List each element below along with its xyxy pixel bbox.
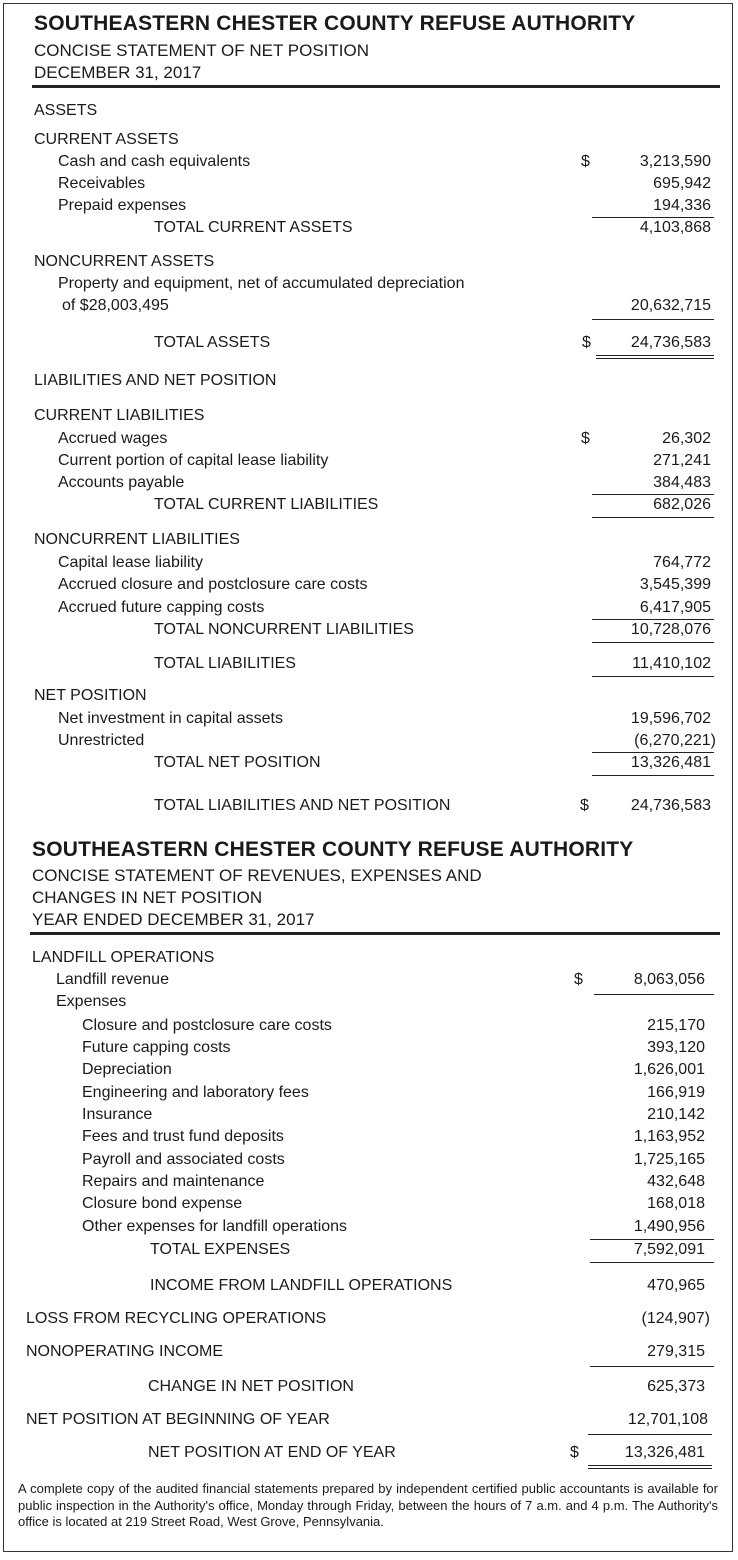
currency-sign: $ [581,153,590,170]
total-row [4,1343,732,1365]
expense-row [4,1106,732,1128]
expense-label: Closure bond expense [82,1195,243,1212]
expense-label: Engineering and laboratory fees [82,1084,309,1101]
line-label: Landfill revenue [56,971,169,988]
line-value: 6,417,905 [639,599,711,616]
total-label: TOTAL CURRENT ASSETS [154,219,353,236]
line-value: 20,632,715 [630,297,711,314]
total-value: 13,326,481 [624,1444,705,1461]
expense-value: 210,142 [647,1106,705,1123]
total-row [4,1444,732,1466]
total-row [4,621,732,643]
statement2-subtitle: CONCISE STATEMENT OF REVENUES, EXPENSES AND [32,866,482,885]
section-heading [4,993,732,1015]
subtotal-rule [592,217,714,218]
noncurrent-liabilities-heading: NONCURRENT LIABILITIES [34,531,240,548]
line-value: (6,270,221) [634,732,716,749]
expense-label: Depreciation [82,1061,172,1078]
net-position-heading: NET POSITION [34,687,147,704]
expense-value: 1,490,956 [633,1218,705,1235]
statement2-subtitle: CHANGES IN NET POSITION [32,888,263,907]
total-value: 11,410,102 [632,655,711,672]
line-value: 19,596,702 [630,710,711,727]
statement-page [3,3,733,1552]
subtotal-rule [592,494,714,495]
expense-label: Other expenses for landfill operations [82,1218,348,1235]
line-label: Accounts payable [58,474,185,491]
subtotal-rule [588,1434,712,1435]
line-item [4,710,732,732]
expense-value: 215,170 [647,1017,705,1034]
section-heading [4,531,732,553]
expense-label: Future capping costs [82,1039,231,1056]
section-heading [4,372,732,394]
expense-row [4,1061,732,1083]
expense-value: 1,163,952 [633,1128,705,1145]
total-row [4,1277,732,1299]
subtotal-rule [590,1239,714,1240]
footer-note: A complete copy of the audited financial statements prepared by independent certified public accountants is available for public inspection in the Authority's office, Monday through Friday, between the hours of 7 a.m. and 4 p.m. The Authority's office is located at 219 Street Road, West Grove, Pennsylvania. [18,1481,718,1529]
total-value: 625,373 [647,1378,705,1395]
total-value: 13,326,481 [630,754,711,771]
expense-label: Repairs and maintenance [82,1173,265,1190]
expense-row [4,1173,732,1195]
total-value: 24,736,583 [630,334,711,351]
total-value: (124,907) [641,1310,710,1327]
line-value: 194,336 [653,197,711,214]
line-label: Prepaid expenses [58,197,187,214]
line-item [4,297,732,319]
expense-row [4,1195,732,1217]
total-value: 10,728,076 [630,621,711,638]
line-label: of $28,003,495 [62,297,169,314]
expense-value: 432,648 [647,1173,705,1190]
total-row [4,1241,732,1263]
expense-row [4,1128,732,1150]
line-label: Accrued future capping costs [58,599,265,616]
line-item [4,153,732,175]
current-liabilities-heading: CURRENT LIABILITIES [34,407,205,424]
line-value: 695,942 [653,175,711,192]
total-label: LOSS FROM RECYCLING OPERATIONS [26,1310,327,1327]
line-label: Capital lease liability [58,554,203,571]
total-row [4,1310,732,1332]
total-value: 279,315 [647,1343,705,1360]
expense-value: 393,120 [647,1039,705,1056]
total-label: TOTAL LIABILITIES [154,655,296,672]
subtotal-rule [592,619,714,620]
subtotal-rule [592,319,714,320]
line-item [4,576,732,598]
section-heading [4,131,732,153]
total-row [4,754,732,776]
total-label: TOTAL CURRENT LIABILITIES [154,496,379,513]
line-label: Accrued closure and postclosure care costs [58,576,368,593]
expense-value: 168,018 [647,1195,705,1212]
currency-sign: $ [582,334,591,351]
subtotal-rule [592,752,714,753]
total-value: 4,103,868 [639,219,711,236]
line-item [4,599,732,621]
section-heading [4,407,732,429]
total-label: TOTAL EXPENSES [150,1241,291,1258]
line-value: 3,545,399 [639,576,711,593]
line-label: Net investment in capital assets [58,710,283,727]
section-heading [4,949,732,971]
statement1-title: SOUTHEASTERN CHESTER COUNTY REFUSE AUTHORITY [34,12,636,35]
line-item [4,732,732,754]
currency-sign: $ [570,1444,579,1461]
total-row [4,334,732,356]
expense-row [4,1017,732,1039]
line-item [4,430,732,452]
landfill-heading: LANDFILL OPERATIONS [32,949,215,966]
line-item [4,275,732,297]
line-item [4,554,732,576]
line-value: 26,302 [662,430,711,447]
currency-sign: $ [581,430,590,447]
total-value: 24,736,583 [630,797,711,814]
double-underline [596,355,714,359]
double-underline [588,1465,712,1469]
subtotal-rule [592,517,714,518]
expense-value: 1,626,001 [633,1061,705,1078]
total-label: CHANGE IN NET POSITION [148,1378,354,1395]
line-value: 384,483 [653,474,711,491]
expense-row [4,1218,732,1240]
liabilities-heading: LIABILITIES AND NET POSITION [34,372,277,389]
line-label: Receivables [58,175,146,192]
total-label: TOTAL ASSETS [154,334,271,351]
line-value: 8,063,056 [633,971,705,988]
expense-label: Closure and postclosure care costs [82,1017,332,1034]
subtotal-rule [592,642,714,643]
noncurrent-assets-heading: NONCURRENT ASSETS [34,253,215,270]
current-assets-heading: CURRENT ASSETS [34,131,179,148]
statement2-title: SOUTHEASTERN CHESTER COUNTY REFUSE AUTHORITY [32,838,634,861]
line-item [4,197,732,219]
total-row [4,797,732,819]
section-heading [4,102,732,124]
expense-value: 1,725,165 [633,1151,705,1168]
subtotal-rule [590,1262,714,1263]
total-label: INCOME FROM LANDFILL OPERATIONS [150,1277,453,1294]
header-rule [30,932,720,935]
total-label: TOTAL LIABILITIES AND NET POSITION [154,797,451,814]
line-label: Current portion of capital lease liability [58,452,329,469]
total-label: TOTAL NONCURRENT LIABILITIES [154,621,414,638]
line-item [4,971,732,993]
total-value: 682,026 [653,496,711,513]
total-value: 7,592,091 [633,1241,705,1258]
total-row [4,655,732,677]
total-row [4,1411,732,1433]
expense-row [4,1039,732,1061]
expense-label: Insurance [82,1106,153,1123]
total-row [4,1378,732,1400]
total-value: 12,701,108 [627,1411,708,1428]
line-label: Unrestricted [58,732,145,749]
expense-value: 166,919 [647,1084,705,1101]
line-item [4,474,732,496]
expense-row [4,1084,732,1106]
total-value: 470,965 [647,1277,705,1294]
header-rule [32,85,720,88]
subtotal-rule [592,775,714,776]
total-label: NONOPERATING INCOME [26,1343,224,1360]
line-item [4,175,732,197]
statement2-date: YEAR ENDED DECEMBER 31, 2017 [32,910,315,929]
line-label: Accrued wages [58,430,168,447]
total-row [4,219,732,241]
expense-label: Fees and trust fund deposits [82,1128,284,1145]
subtotal-rule [590,1366,714,1367]
line-label: Cash and cash equivalents [58,153,251,170]
assets-heading: ASSETS [34,102,98,119]
section-heading [4,687,732,709]
total-label: NET POSITION AT END OF YEAR [148,1444,396,1461]
expense-label: Payroll and associated costs [82,1151,285,1168]
expenses-heading: Expenses [56,993,127,1010]
line-value: 3,213,590 [639,153,711,170]
currency-sign: $ [574,971,583,988]
total-label: NET POSITION AT BEGINNING OF YEAR [26,1411,330,1428]
line-label: Property and equipment, net of accumulated depreciation [58,275,465,292]
section-heading [4,253,732,275]
total-row [4,496,732,518]
line-value: 764,772 [653,554,711,571]
line-item [4,452,732,474]
statement1-subtitle: CONCISE STATEMENT OF NET POSITION [34,41,369,60]
total-label: TOTAL NET POSITION [154,754,321,771]
expense-row [4,1151,732,1173]
statement1-date: DECEMBER 31, 2017 [34,63,202,82]
subtotal-rule [592,676,714,677]
line-value: 271,241 [653,452,711,469]
currency-sign: $ [580,797,589,814]
